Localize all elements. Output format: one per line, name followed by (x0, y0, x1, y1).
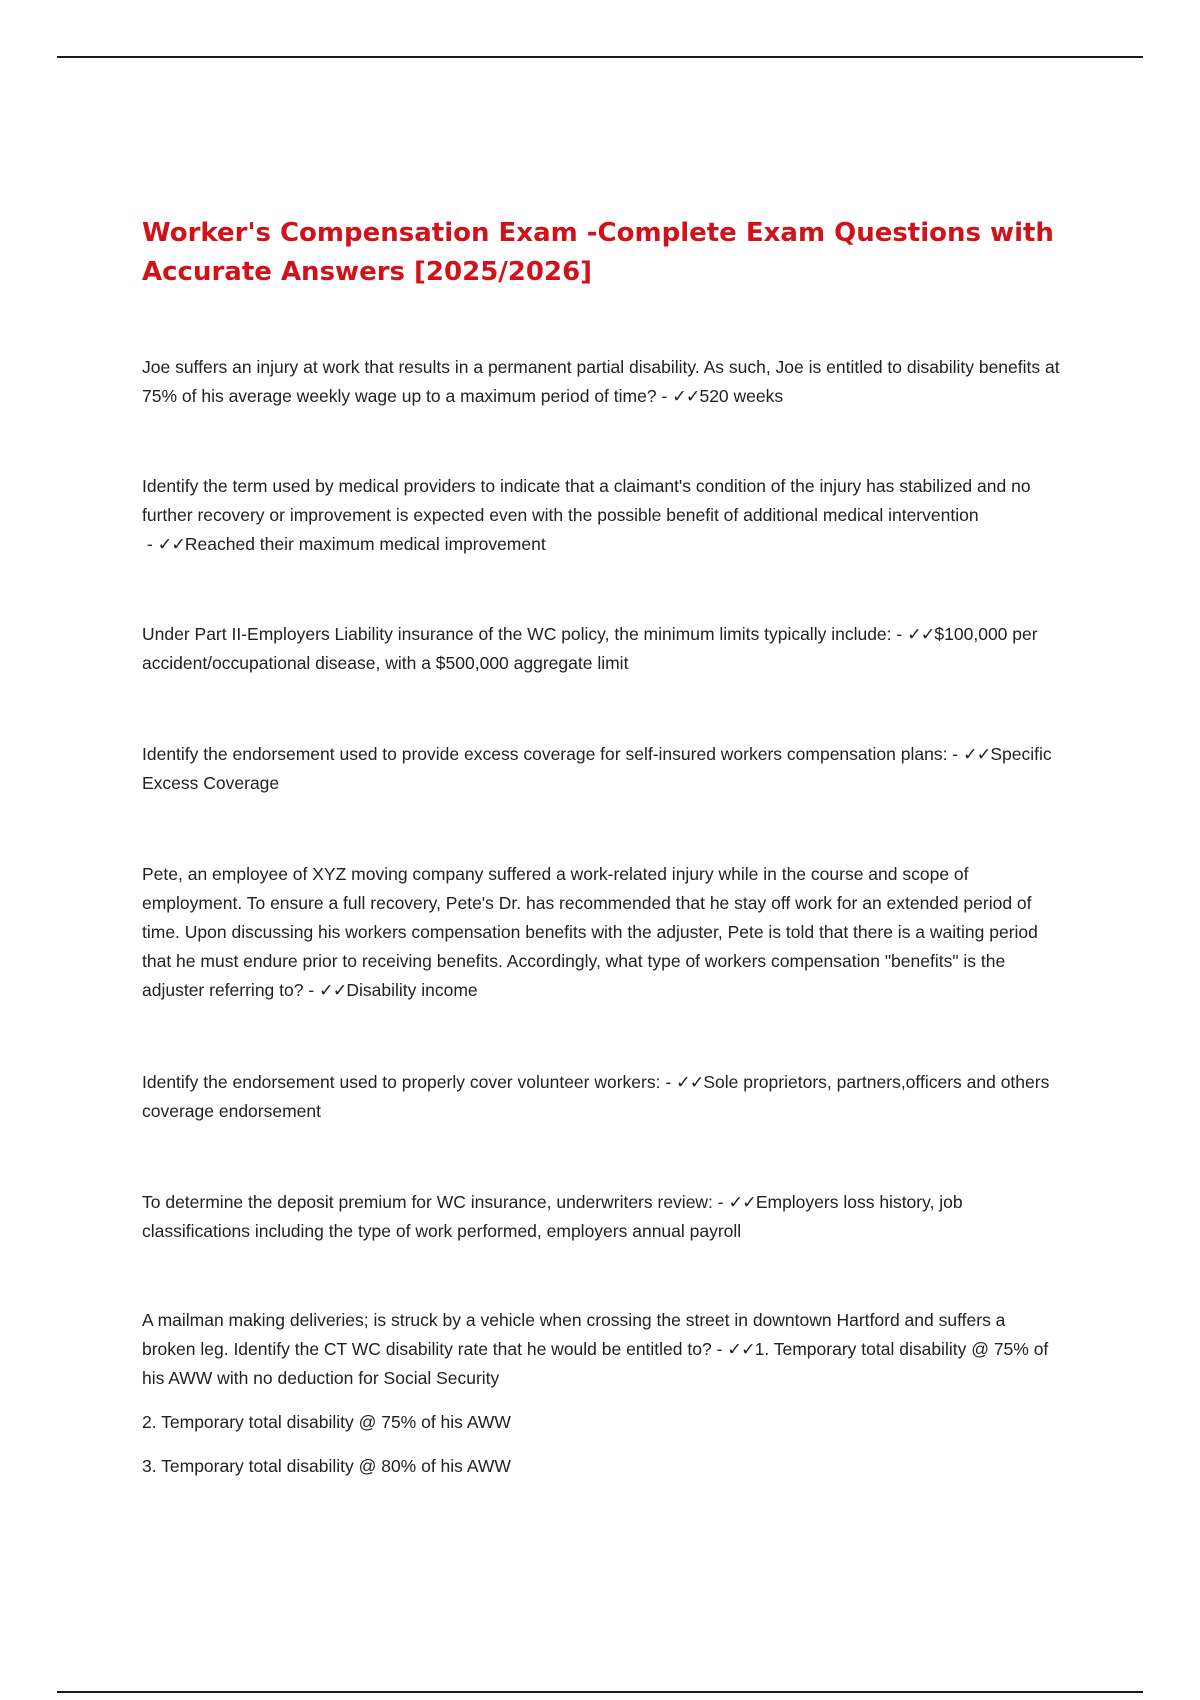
qa-item (142, 1068, 1062, 1126)
answer-separator: - (947, 744, 963, 764)
qa-item (142, 860, 1062, 1005)
question-text: To determine the deposit premium for WC insurance, underwriters review: (142, 1192, 713, 1212)
answer-text: Specific Excess Coverage (142, 744, 1052, 793)
qa-item (142, 620, 1062, 678)
question-text: Identify the endorsement used to properly cover volunteer workers: (142, 1072, 661, 1092)
check-marks-icon: ✓✓ (907, 624, 935, 644)
qa-item (142, 1188, 1062, 1246)
answer-text: Disability income (346, 980, 478, 1000)
answer-separator: - (711, 1339, 728, 1359)
qa-item (142, 472, 1062, 559)
question-text: Joe suffers an injury at work that results in a permanent partial disability. As such, Joe is entitled to disability benefits at 75% of his average weekly wage up to a maximum period of time? (142, 357, 1060, 406)
answer-separator: - (712, 1192, 729, 1212)
qa-item (142, 1306, 1062, 1393)
qa-item (142, 353, 1062, 411)
answer-separator: - (656, 386, 673, 406)
answer-text: Employers loss history, job classifications including the type of work performed, employers annual payroll (142, 1192, 963, 1241)
question-text: Under Part II-Employers Liability insurance of the WC policy, the minimum limits typically include: (142, 624, 892, 644)
question-text: Pete, an employee of XYZ moving company suffered a work-related injury while in the course and scope of employment. To ensure a full recovery, Pete's Dr. has recommended that he stay off work for an extended period of time. Upon discussing his workers compensation benefits with the adjuster, Pete is told that there is a waiting period that he must endure prior to receiving benefits. Accordingly, what type of workers compensation "benefits" is the adjuster referring to? (142, 864, 1038, 1000)
check-marks-icon: ✓✓ (727, 1339, 755, 1359)
question-text: Identify the term used by medical providers to indicate that a claimant's condition of the injury has stabilized and no further recovery or improvement is expected even with the possible benefit of additional medical intervention (142, 476, 1031, 525)
question-text: A mailman making deliveries; is struck by a vehicle when crossing the street in downtown Hartford and suffers a broken leg. Identify the CT WC disability rate that he would be entitled to? (142, 1310, 1006, 1359)
answer-separator: - (142, 534, 158, 554)
answer-text: Reached their maximum medical improvement (184, 534, 546, 554)
answer-text: $100,000 per accident/occupational disease, with a $500,000 aggregate limit (142, 624, 1038, 673)
answer-separator: - (660, 1072, 677, 1092)
page-title: Worker's Compensation Exam -Complete Exam Questions with Accurate Answers [2025/2026] (142, 218, 1054, 287)
check-marks-icon: ✓✓ (319, 980, 347, 1000)
answer-option: 3. Temporary total disability @ 80% of his AWW (142, 1456, 511, 1476)
check-marks-icon: ✓✓ (728, 1192, 756, 1212)
answer-separator: - (891, 624, 908, 644)
question-text: Identify the endorsement used to provide excess coverage for self-insured workers compensation plans: (142, 744, 948, 764)
footer-divider (57, 1691, 1143, 1693)
check-marks-icon: ✓✓ (157, 534, 185, 554)
answer-option: 2. Temporary total disability @ 75% of his AWW (142, 1412, 511, 1432)
answer-text: Sole proprietors, partners,officers and others coverage endorsement (142, 1072, 1050, 1121)
header-divider (57, 56, 1143, 58)
check-marks-icon: ✓✓ (672, 386, 700, 406)
answer-text: 1. Temporary total disability @ 75% of his AWW with no deduction for Social Security (142, 1339, 1049, 1388)
check-marks-icon: ✓✓ (963, 744, 991, 764)
answer-separator: - (303, 980, 320, 1000)
qa-item (142, 740, 1062, 798)
answer-text: 520 weeks (699, 386, 784, 406)
check-marks-icon: ✓✓ (676, 1072, 704, 1092)
